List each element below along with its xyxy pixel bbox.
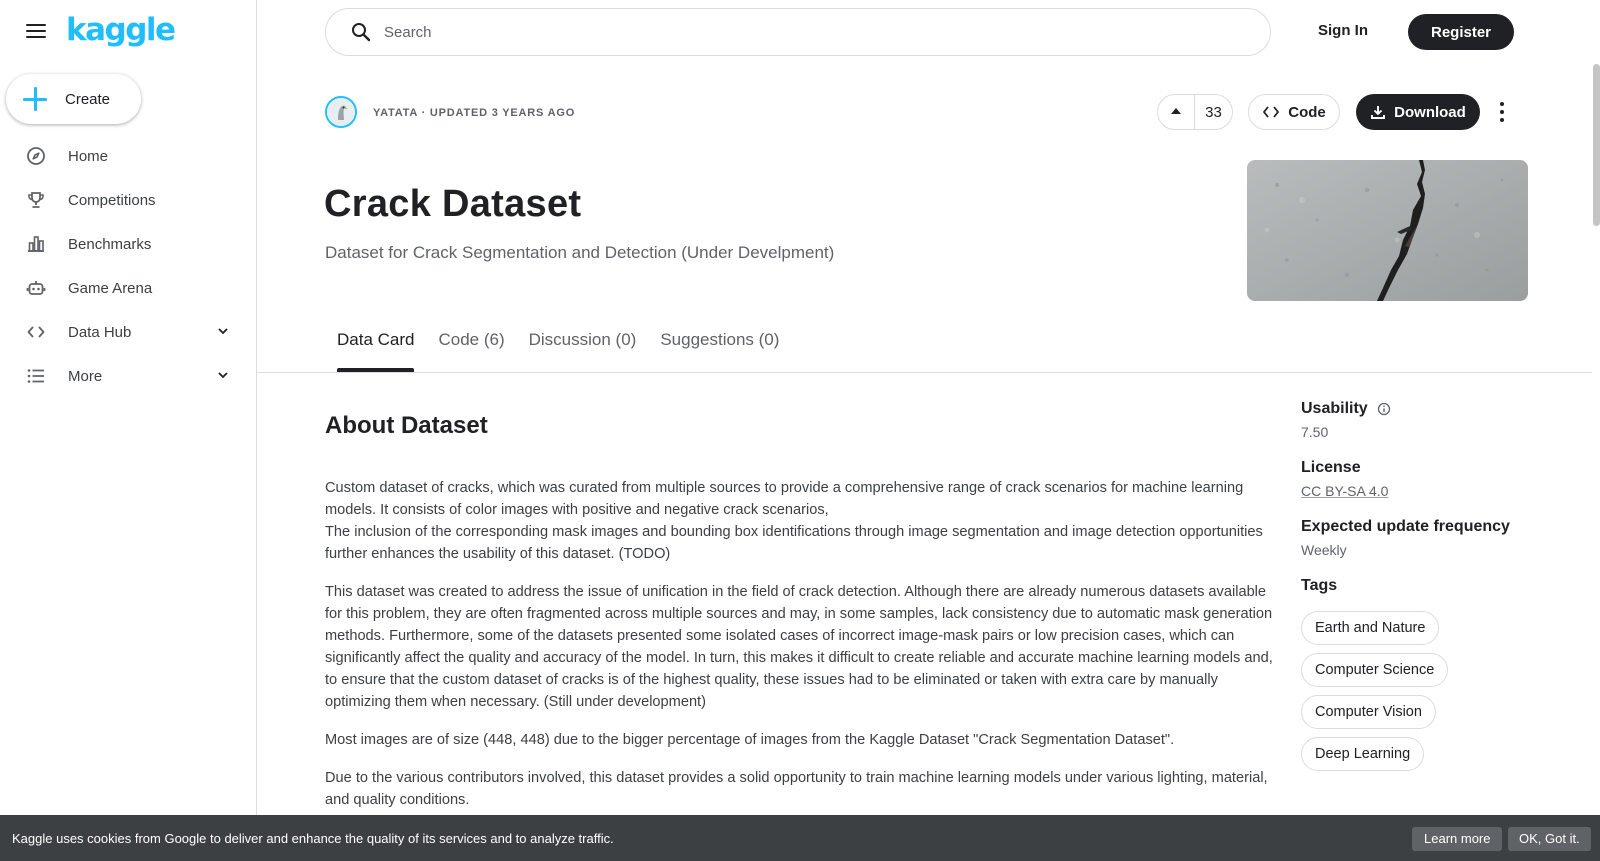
dataset-meta: YATATA · UPDATED 3 YEARS AGO [373, 107, 576, 119]
robot-icon [26, 278, 46, 298]
download-button-label: Download [1394, 103, 1466, 121]
license-heading: License [1301, 459, 1361, 476]
sidebar-item-label: Data Hub [68, 323, 132, 341]
more-options-icon[interactable] [1490, 98, 1514, 126]
sidebar-item-label: Game Arena [68, 279, 153, 297]
page-title: Crack Dataset [324, 183, 582, 225]
sidebar-item-competitions[interactable] [0, 178, 256, 222]
plus-icon [23, 87, 47, 111]
sidebar-nav [0, 134, 256, 398]
tag-chip[interactable]: Deep Learning [1301, 737, 1424, 771]
compass-icon [26, 146, 46, 166]
usability-label: Usability [1301, 400, 1368, 417]
sidebar-item-label: More [68, 367, 103, 385]
tab-divider [257, 372, 1592, 373]
tab-suggestions[interactable]: Suggestions (0) [660, 330, 780, 349]
about-paragraph: Due to the various contributors involved, this dataset provides a solid opportunity to train machine learning models under various lighting, material, and quality conditions. [325, 770, 1268, 808]
code-button-label: Code [1288, 103, 1326, 121]
sidebar-item-game-arena[interactable] [0, 266, 256, 310]
code-brackets-icon [1262, 103, 1280, 121]
page-subtitle: Dataset for Crack Segmentation and Detection (Under Develpment) [325, 243, 835, 262]
tag-chip[interactable]: Computer Science [1301, 653, 1448, 687]
about-paragraph: This dataset was created to address the issue of unification in the field of crack detection. Although there are already numerous datasets available for this problem, they are often fragmented across multiple sources and may, in some samples, lack consistency due to automatic mask generation methods. Furthermore, some of the datasets presented some isolated cases of incorrect image-mask pairs or low precision cases, which can significantly affect the quality and accuracy of the model. In turn, this makes it difficult to create reliable and accurate machine learning models and, to ensure that the custom dataset of cracks is of the highest quality, these issues had to be eliminated or taken with extra care by manually optimizing them when necessary. (Still under development) [325, 584, 1273, 710]
metadata-panel [1301, 400, 1561, 798]
register-button[interactable]: Register [1408, 14, 1514, 50]
about-paragraph: Custom dataset of cracks, which was curated from multiple sources to provide a comprehensive range of crack scenarios for machine learning models. It consists of color images with positive and negative crack scenarios, The inclusion of the corresponding mask images and bounding box identifications through image segmentation and image detection opportunities further enhances the usability of this dataset. (TODO) [325, 480, 1263, 562]
about-paragraph: Most images are of size (448, 448) due to the bigger percentage of images from the Kaggle Dataset "Crack Segmentation Dataset". [325, 732, 1175, 748]
tag-list [1301, 611, 1561, 779]
info-icon[interactable] [1377, 402, 1391, 416]
tag-chip[interactable]: Earth and Nature [1301, 611, 1439, 645]
trophy-icon [26, 190, 46, 210]
cookie-message: Kaggle uses cookies from Google to deliver and enhance the quality of its services and to analyze traffic. [12, 830, 614, 846]
sidebar [0, 0, 257, 861]
avatar[interactable] [325, 96, 357, 128]
usability-value: 7.50 [1301, 424, 1329, 440]
license-link[interactable]: CC BY-SA 4.0 [1301, 483, 1389, 499]
usability-heading [1301, 400, 1561, 418]
sidebar-item-home[interactable] [0, 134, 256, 178]
sidebar-item-more[interactable] [0, 354, 256, 398]
code-brackets-icon [26, 322, 46, 342]
update-frequency-value: Weekly [1301, 542, 1347, 558]
dataset-cover-image [1247, 160, 1528, 301]
learn-more-button[interactable]: Learn more [1412, 827, 1502, 851]
search-input[interactable] [384, 24, 1244, 41]
tab-code[interactable]: Code (6) [438, 330, 505, 349]
update-frequency-heading: Expected update frequency [1301, 518, 1510, 535]
tab-discussion[interactable]: Discussion (0) [528, 330, 637, 349]
sidebar-item-label: Competitions [68, 191, 156, 209]
upvote-button[interactable] [1158, 95, 1195, 129]
chevron-down-icon[interactable] [216, 324, 230, 338]
tags-heading: Tags [1301, 577, 1338, 594]
download-icon [1370, 104, 1386, 120]
list-icon [26, 366, 46, 386]
bar-chart-icon [26, 234, 46, 254]
search-icon [350, 21, 372, 43]
scrollbar-thumb[interactable] [1593, 64, 1600, 226]
create-button[interactable] [6, 74, 141, 124]
create-label: Create [65, 90, 111, 108]
tag-chip[interactable]: Computer Vision [1301, 695, 1436, 729]
chevron-down-icon[interactable] [216, 368, 230, 382]
code-button[interactable] [1248, 94, 1340, 130]
accept-cookies-button[interactable]: OK, Got it. [1508, 827, 1591, 851]
vote-count: 33 [1205, 103, 1222, 121]
sidebar-item-data-hub[interactable] [0, 310, 256, 354]
download-button[interactable] [1356, 94, 1480, 130]
cookie-banner [0, 815, 1600, 861]
search-bar[interactable] [325, 8, 1271, 56]
tab-data-card[interactable]: Data Card [337, 330, 414, 372]
tab-bar [337, 330, 803, 372]
sign-in-button[interactable]: Sign In [1318, 22, 1368, 39]
upvote-widget [1157, 94, 1233, 130]
sidebar-item-label: Home [68, 147, 109, 165]
caret-up-icon [1170, 103, 1182, 121]
about-heading: About Dataset [325, 412, 488, 439]
about-content [325, 477, 1280, 827]
hamburger-menu-icon[interactable] [24, 20, 48, 44]
kaggle-logo[interactable]: kaggle [66, 12, 175, 48]
sidebar-item-label: Benchmarks [68, 235, 152, 253]
sidebar-item-benchmarks[interactable] [0, 222, 256, 266]
